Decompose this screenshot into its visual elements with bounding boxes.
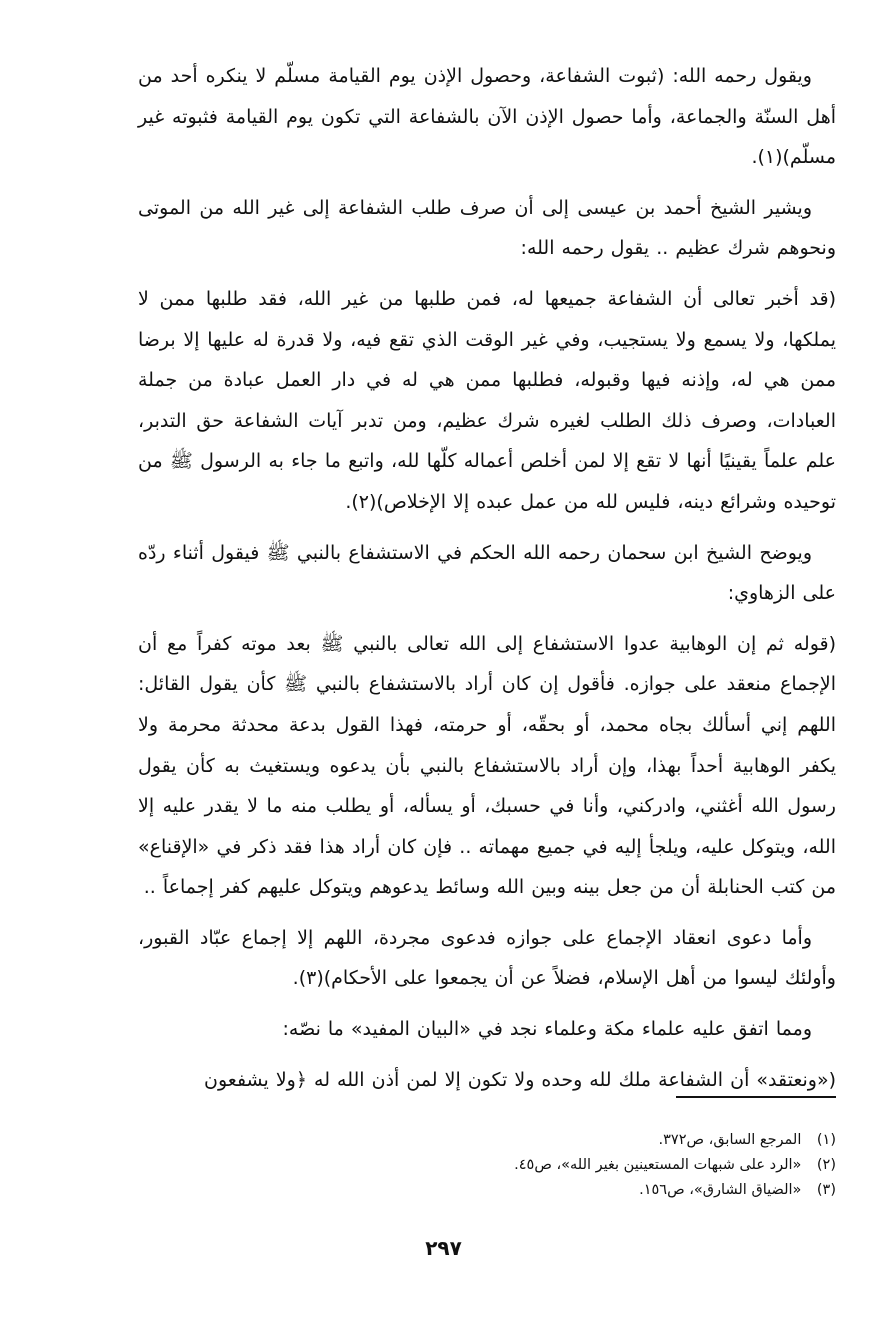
footnote — [138, 1178, 836, 1203]
quoted-paragraph: («ونعتقد» أن الشفاعة ملك لله وحده ولا تكون إلا لمن أذن الله له ﴿ولا يشفعون — [204, 1068, 836, 1091]
footnote — [138, 1128, 836, 1153]
quoted-paragraph: (قوله ثم إن الوهابية عدوا الاستشفاع إلى الله تعالى بالنبي ﷺ بعد موته كفراً مع أن الإجماع منعقد على جوازه. فأقول إن كان أراد بالاستشفاع بالنبي ﷺ كأن يقول القائل: اللهم إني أسألك بجاه محمد، أو بحقّه، أو حرمته، فهذا القول بدعة محدثة محرمة ولا يكفر الوهابية أحداً بهذا، وإن أراد بالاستشفاع بالنبي بأن يدعوه ويستغيث به كأن يقول رسول الله أغثني، وادركني، وأنا في حسبك، أو يسأله، أو يطلب منه ما لا يقدر عليه إلا الله، ويتوكل عليه، ويلجأ إليه في جميع مهماته .. فإن كان أراد هذا فقد ذكر في «الإقناع» من كتب الحنابلة أن من جعل بينه وبين الله وسائط يدعوهم ويتوكل عليهم كفر إجماعاً .. — [138, 632, 836, 899]
footnote-number: (١) — [816, 1132, 836, 1148]
paragraph: ومما اتفق عليه علماء مكة وعلماء نجد في «البيان المفيد» ما نصّه: — [282, 1018, 812, 1041]
footnote-number: (٣) — [816, 1182, 836, 1198]
footnote-text: المرجع السابق، ص٣٧٢. — [658, 1132, 802, 1148]
paragraph: ويقول رحمه الله: (ثبوت الشفاعة، وحصول الإذن يوم القيامة مسلّم لا ينكره أحد من أهل السنّة والجماعة، وأما حصول الإذن الآن بالشفاعة التي تكون يوم القيامة فثبوته غير مسلّم)(١). — [138, 65, 836, 169]
footnote — [138, 1153, 836, 1178]
paragraph: ويوضح الشيخ ابن سحمان رحمه الله الحكم في الاستشفاع بالنبي ﷺ فيقول أثناء ردّه على الزهاوي: — [138, 541, 836, 605]
paragraph: وأما دعوى انعقاد الإجماع على جوازه فدعوى مجردة، اللهم إلا إجماع عبّاد القبور، وأولئك ليسوا من أهل الإسلام، فضلاً عن أن يجمعوا على الأحكام)(٣). — [138, 926, 836, 990]
footnotes — [138, 1128, 836, 1203]
footnote-number: (٢) — [816, 1157, 836, 1173]
footnote-text: «الرد على شبهات المستعينين بغير الله»، ص٤٥. — [514, 1157, 802, 1173]
body-text — [138, 56, 836, 1110]
footnote-separator — [676, 1096, 836, 1098]
footnote-text: «الضياق الشارق»، ص١٥٦. — [639, 1182, 802, 1198]
page-number: ٢٩٧ — [425, 1236, 462, 1260]
quoted-paragraph: (قد أخبر تعالى أن الشفاعة جميعها له، فمن طلبها من غير الله، فقد طلبها ممن لا يملكها، ولا يسمع ولا يستجيب، وفي غير الوقت الذي تقع فيه، ولا قدرة له عليها إلا برضا ممن هي له، وإذنه فيها وقبوله، فطلبها ممن هي له في دار العمل عبادة من جملة العبادات، وصرف ذلك الطلب لغيره شرك عظيم، ومن تدبر آيات الشفاعة حق التدبر، علم علماً يقينيًا أنها لا تقع إلا لمن أخلص أعماله كلّها لله، واتبع ما جاء به الرسول ﷺ من توحيده وشرائع دينه، فليس لله من عمل عبده إلا الإخلاص)(٢). — [138, 287, 836, 513]
paragraph: ويشير الشيخ أحمد بن عيسى إلى أن صرف طلب الشفاعة إلى غير الله من الموتى ونحوهم شرك عظيم .. يقول رحمه الله: — [138, 196, 836, 260]
